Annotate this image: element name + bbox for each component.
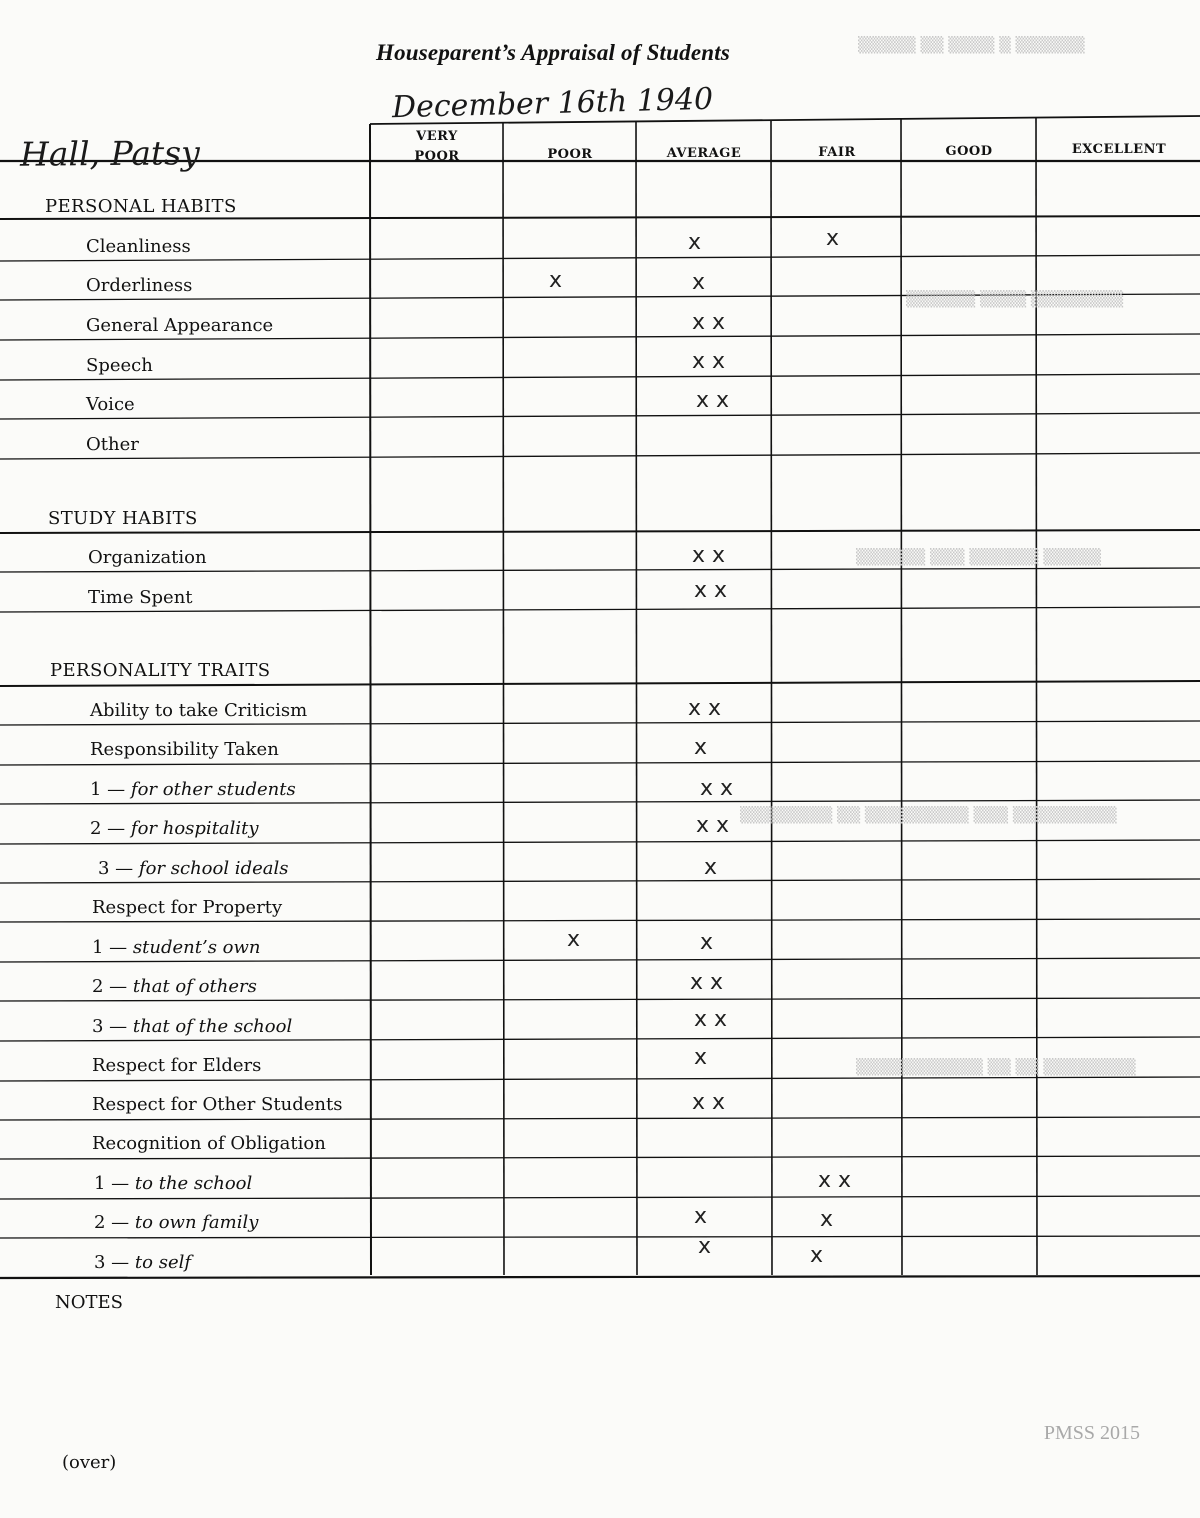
row-label-prop-school: 3 — that of the school [92, 1016, 293, 1037]
mark-obl-family-fair: x [820, 1207, 834, 1232]
mark-prop-others-average: x x [690, 970, 724, 995]
row-label-orderliness: Orderliness [86, 275, 193, 296]
mark-voice-average: x x [696, 388, 730, 413]
row-label-cleanliness: Cleanliness [86, 236, 191, 257]
column-header-poor: POOR [547, 147, 593, 162]
column-header-very-poor: VERY POOR [414, 129, 460, 164]
mark-resp-other-students-average: x x [700, 776, 734, 801]
row-label-obl-family: 2 — to own family [94, 1212, 259, 1233]
mark-resp-hospitality-average: x x [696, 813, 730, 838]
row-label-obl-self: 3 — to self [94, 1252, 192, 1273]
row-label-prop-own: 1 — student’s own [92, 937, 261, 958]
mark-cleanliness-average: x [688, 230, 702, 255]
row-label-other-students: Respect for Other Students [92, 1094, 343, 1115]
form-title: Houseparent’s Appraisal of Students [376, 40, 730, 65]
mark-prop-own-average: x [700, 930, 714, 955]
row-label-property: Respect for Property [92, 897, 283, 918]
row-label-other: Other [86, 434, 139, 455]
mark-organization-average: x x [692, 543, 726, 568]
row-label-speech: Speech [86, 355, 153, 376]
row-label-resp-school-ideals: 3 — for school ideals [98, 858, 289, 879]
mark-criticism-average: x x [688, 696, 722, 721]
section-personality-traits: PERSONALITY TRAITS [50, 660, 271, 681]
handwritten-student-name: Hall, Patsy [19, 133, 200, 174]
bleed-through-text: ▒▒▒▒▒▒ ▒▒▒ ▒▒▒▒▒▒ ▒▒▒▒▒ [856, 548, 1102, 566]
mark-obl-self-average: x [698, 1234, 712, 1259]
mark-obl-family-average: x [694, 1204, 708, 1229]
column-header-fair: FAIR [818, 145, 856, 160]
mark-obl-self-fair: x [810, 1243, 824, 1268]
mark-prop-own-poor: x [567, 927, 581, 952]
row-label-voice: Voice [86, 394, 135, 415]
row-label-elders: Respect for Elders [92, 1055, 262, 1076]
column-header-good: GOOD [945, 144, 993, 159]
notes-label: NOTES [55, 1292, 123, 1313]
row-label-obligation: Recognition of Obligation [92, 1133, 326, 1154]
bleed-through-text: ▒▒▒▒▒▒▒▒ ▒▒ ▒▒▒▒▒▒▒▒▒ ▒▒▒ ▒▒▒▒▒▒▒▒▒ [740, 806, 1117, 824]
mark-prop-school-average: x x [694, 1007, 728, 1032]
row-label-organization: Organization [88, 547, 207, 568]
bleed-through-text: ▒▒▒▒▒▒▒▒▒▒▒ ▒▒ ▒▒ ▒▒▒▒▒▒▒▒ [856, 1058, 1136, 1076]
row-label-general-appearance: General Appearance [86, 315, 274, 336]
row-label-time-spent: Time Spent [88, 587, 193, 608]
mark-resp-school-ideals-average: x [704, 855, 718, 880]
row-label-criticism: Ability to take Criticism [90, 700, 308, 721]
mark-orderliness-average: x [692, 270, 706, 295]
mark-speech-average: x x [692, 349, 726, 374]
row-label-obl-school: 1 — to the school [94, 1173, 253, 1194]
bleed-through-text: ▒▒▒▒▒ ▒▒ ▒▒▒▒ ▒ ▒▒▒▒▒▒ [858, 36, 1085, 54]
mark-other-students-average: x x [692, 1090, 726, 1115]
archive-watermark: PMSS 2015 [1043, 1422, 1140, 1444]
row-label-resp-hospitality: 2 — for hospitality [90, 818, 259, 839]
mark-appearance-average: x x [692, 310, 726, 335]
column-header-excellent: EXCELLENT [1071, 142, 1167, 157]
over-label: (over) [62, 1452, 117, 1473]
row-label-responsibility: Responsibility Taken [90, 739, 279, 760]
section-study-habits: STUDY HABITS [48, 508, 198, 529]
section-personal-habits: PERSONAL HABITS [45, 196, 237, 217]
mark-elders-average: x [694, 1045, 708, 1070]
mark-cleanliness-fair: x [826, 226, 840, 251]
mark-orderliness-poor: x [549, 268, 563, 293]
handwritten-date: December 16th 1940 [391, 81, 714, 126]
bleed-through-text: ▒▒▒▒▒▒ ▒▒▒▒ ▒▒▒▒▒▒▒▒ [906, 290, 1124, 308]
column-header-average: AVERAGE [666, 146, 742, 161]
row-label-resp-other-students: 1 — for other students [90, 779, 296, 800]
row-label-prop-others: 2 — that of others [92, 976, 257, 997]
mark-obl-school-fair: x x [818, 1168, 852, 1193]
mark-responsibility-average: x [694, 735, 708, 760]
mark-time-spent-average: x x [694, 578, 728, 603]
